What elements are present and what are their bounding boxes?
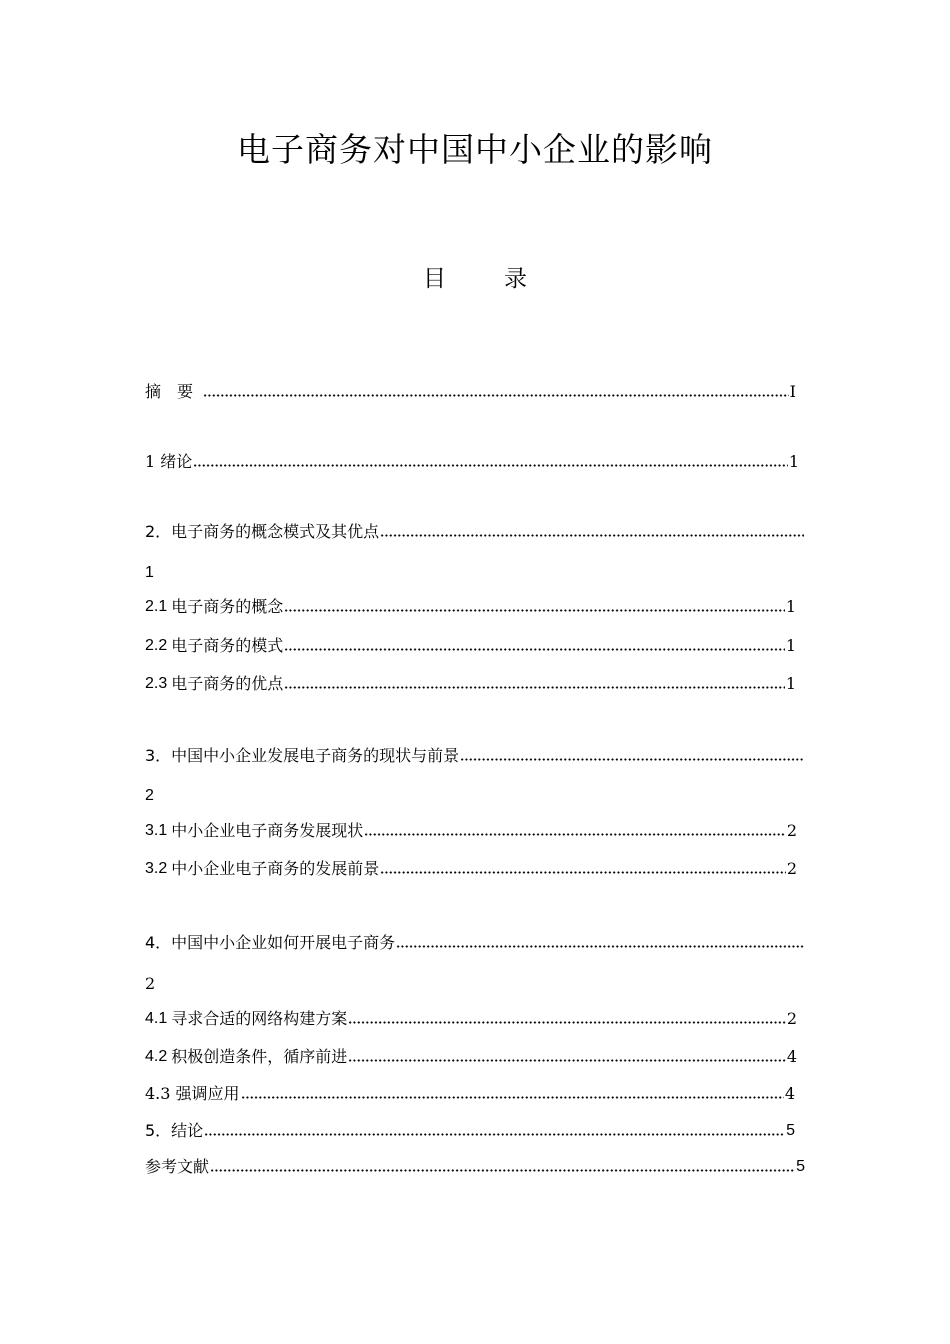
toc-entry-page: 1	[785, 674, 796, 693]
dot-leader	[203, 394, 789, 397]
toc-entry-number: 3.1	[145, 822, 168, 839]
toc-entry-page: 4	[786, 1047, 797, 1066]
toc-entry-ch3[interactable]	[145, 745, 805, 767]
toc-entry-page: 1	[145, 564, 154, 581]
dot-leader	[348, 1021, 786, 1024]
toc-entry-label: 中小企业电子商务发展现状	[171, 821, 364, 840]
toc-entry-page: 2	[786, 859, 797, 878]
dot-leader	[193, 464, 788, 467]
toc-entry-page: 5	[786, 1122, 795, 1139]
toc-entry-label: 5．结论	[145, 1121, 204, 1140]
toc-entry-label: 电子商务的模式	[171, 636, 284, 655]
toc-entry-label: 4．中国中小企业如何开展电子商务	[145, 933, 396, 952]
toc-entry-page: 2	[145, 787, 154, 804]
toc-entry-number: 3.2	[145, 860, 168, 877]
dot-leader	[364, 833, 786, 836]
toc-entry-label: 参考文献	[145, 1157, 210, 1176]
toc-entry-ch4-2[interactable]	[145, 1046, 797, 1068]
dot-leader	[396, 945, 804, 948]
dot-leader	[380, 871, 786, 874]
toc-entry-page: 4	[784, 1084, 795, 1103]
toc-entry-number: 2.1	[145, 598, 168, 615]
toc-entry-page: 1	[785, 597, 796, 616]
dot-leader	[284, 648, 785, 651]
toc-entry-label: 电子商务的优点	[171, 674, 284, 693]
toc-entry-ch2-1[interactable]	[145, 596, 796, 618]
toc-entry-ch5[interactable]	[145, 1120, 795, 1142]
toc-entry-ch3-1[interactable]	[145, 820, 797, 842]
toc-entry-number: 4.2	[145, 1048, 168, 1065]
toc-entry-page: 2	[786, 821, 797, 840]
toc-entry-ch2[interactable]	[145, 521, 805, 543]
toc-entry-label: 3．中国中小企业发展电子商务的现状与前景	[145, 746, 460, 765]
toc-heading	[0, 264, 950, 294]
toc-entry-page: 1	[788, 452, 799, 471]
dot-leader	[348, 1059, 786, 1062]
dot-leader	[284, 686, 785, 689]
toc-entry-label: 摘 要	[145, 382, 194, 401]
toc-entry-ch4-3[interactable]	[145, 1083, 795, 1105]
toc-entry-ch1[interactable]	[145, 451, 799, 473]
toc-entry-label: 寻求合适的网络构建方案	[171, 1009, 348, 1028]
dot-leader	[204, 1133, 785, 1136]
dot-leader	[210, 1169, 795, 1172]
toc-entry-ch2-3[interactable]	[145, 673, 796, 695]
toc-entry-page: 5	[796, 1158, 805, 1175]
toc-entry-label: 1 绪论	[145, 452, 193, 471]
toc-entry-page: 1	[785, 636, 796, 655]
toc-entry-number: 4.1	[145, 1010, 168, 1027]
toc-entry-ch4[interactable]	[145, 932, 805, 954]
toc-entry-ch2-2[interactable]	[145, 635, 796, 657]
toc-heading-char-2: 录	[504, 266, 527, 292]
toc-entry-label: 电子商务的概念	[171, 597, 284, 616]
toc-entry-label: 积极创造条件，循序前进	[171, 1047, 348, 1066]
toc-entry-page: 2	[786, 1009, 797, 1028]
toc-entry-number: 2.2	[145, 637, 168, 654]
dot-leader	[460, 758, 804, 761]
dot-leader	[241, 1096, 784, 1099]
toc-entry-label: 中小企业电子商务的发展前景	[171, 859, 380, 878]
toc-entry-number: 2.3	[145, 675, 168, 692]
dot-leader	[284, 609, 785, 612]
toc-entry-ch4-1[interactable]	[145, 1008, 797, 1030]
document-title: 电子商务对中国中小企业的影响	[237, 130, 713, 169]
toc-entry-page: I	[789, 382, 796, 401]
toc-entry-label: 4.3 强调应用	[145, 1084, 240, 1103]
toc-entry-references[interactable]	[145, 1156, 805, 1178]
toc-entry-abstract[interactable]	[145, 381, 796, 403]
toc-entry-ch3-2[interactable]	[145, 858, 797, 880]
toc-entry-page: 2	[145, 974, 156, 993]
toc-entry-label: 2．电子商务的概念模式及其优点	[145, 522, 380, 541]
toc-heading-char-1: 目	[423, 266, 446, 292]
dot-leader	[380, 534, 804, 537]
